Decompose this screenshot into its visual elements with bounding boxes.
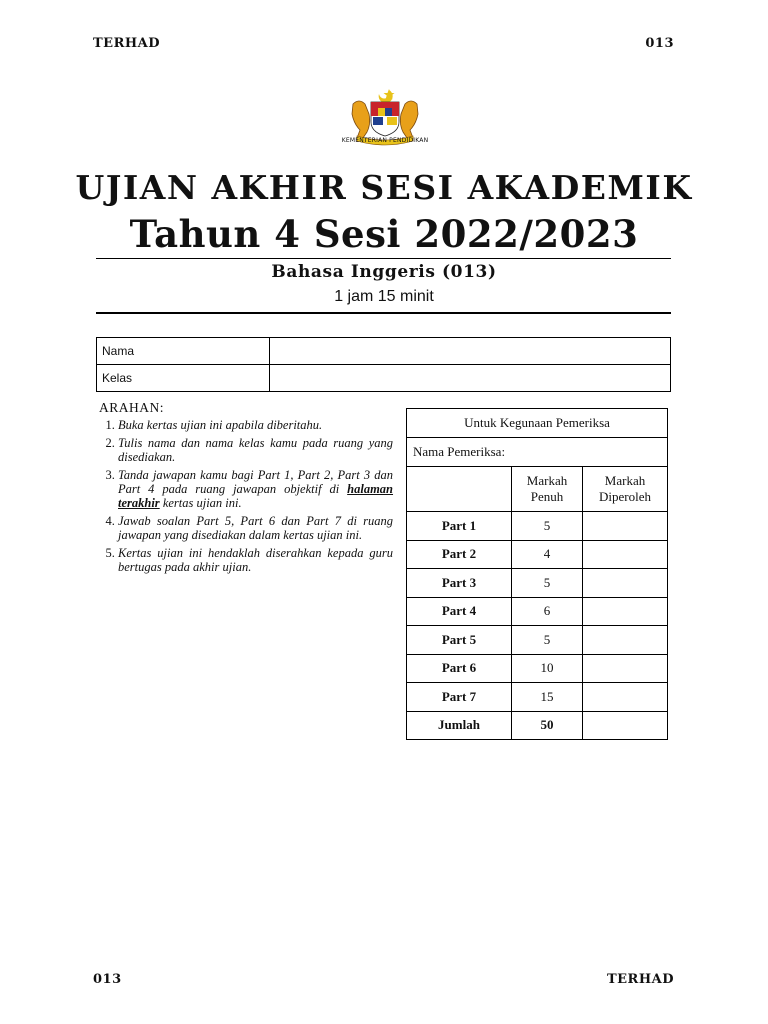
total-label: Jumlah	[407, 711, 512, 740]
part-label: Part 1	[407, 512, 512, 541]
table-row	[407, 626, 668, 655]
exam-session: Tahun 4 Sesi 2022/2023	[129, 212, 639, 256]
total-full-marks: 50	[512, 711, 583, 740]
header-right-code: 013	[645, 36, 674, 51]
footer-right-classification: TERHAD	[606, 972, 674, 987]
part-label: Part 3	[407, 569, 512, 598]
divider-top	[96, 258, 671, 259]
full-marks-value: 10	[512, 654, 583, 683]
exam-title: UJIAN AKHIR SESI AKADEMIK	[75, 168, 693, 207]
part-label: Part 2	[407, 540, 512, 569]
instruction-item	[118, 468, 393, 510]
instruction-item: 2. Tulis nama dan nama kelas kamu pada ruang yang disediakan.	[118, 436, 393, 464]
table-row	[407, 512, 668, 541]
full-marks-value: 5	[512, 626, 583, 655]
examiner-marks-table	[406, 408, 668, 740]
instruction-text-end: kertas ujian ini.	[162, 496, 242, 510]
instruction-emphasis: halaman terakhir	[118, 482, 394, 510]
class-label: Kelas	[97, 365, 270, 392]
part-label: Part 7	[407, 683, 512, 712]
name-field[interactable]	[270, 338, 671, 365]
exam-duration: 1 jam 15 minit	[334, 288, 434, 305]
marks-table-title: Untuk Kegunaan Pemeriksa	[407, 409, 668, 438]
name-row	[97, 338, 671, 365]
marks-title-row	[407, 409, 668, 438]
name-label: Nama	[97, 338, 270, 365]
marks-header-row	[407, 467, 668, 512]
class-field[interactable]	[270, 365, 671, 392]
examiner-name-label: Nama Pemeriksa:	[407, 438, 668, 467]
part-label: Part 6	[407, 654, 512, 683]
obtained-marks-header: Markah Diperoleh	[583, 467, 668, 512]
obtained-marks-cell[interactable]	[583, 654, 668, 683]
crest-caption: KEMENTERIAN PENDIDIKAN	[341, 137, 429, 144]
class-row	[97, 365, 671, 392]
instruction-text: Tanda jawapan kamu bagi Part 1, Part 2, Part 3 dan Part 4 pada ruang jawapan objektif di	[118, 468, 393, 496]
examiner-row	[407, 438, 668, 467]
footer-left-code: 013	[93, 972, 122, 987]
full-marks-value: 6	[512, 597, 583, 626]
full-marks-header: Markah Penuh	[512, 467, 583, 512]
obtained-marks-cell[interactable]	[583, 512, 668, 541]
obtained-marks-cell[interactable]	[583, 626, 668, 655]
obtained-marks-cell[interactable]	[583, 569, 668, 598]
obtained-marks-cell[interactable]	[583, 683, 668, 712]
student-info-table	[96, 337, 671, 392]
table-row	[407, 569, 668, 598]
blank-header-cell	[407, 467, 512, 512]
part-label: Part 5	[407, 626, 512, 655]
table-row	[407, 597, 668, 626]
instruction-item: 1. Buka kertas ujian ini apabila diberitahu.	[118, 418, 393, 432]
total-row	[407, 711, 668, 740]
full-marks-value: 5	[512, 569, 583, 598]
instruction-item: 4. Jawab soalan Part 5, Part 6 dan Part 7 di ruang jawapan yang disediakan dalam kertas ujian ini.	[118, 514, 393, 542]
instructions-list	[104, 418, 393, 578]
obtained-marks-cell[interactable]	[583, 597, 668, 626]
instruction-item: 5. Kertas ujian ini hendaklah diserahkan kepada guru bertugas pada akhir ujian.	[118, 546, 393, 574]
total-obtained-cell[interactable]	[583, 711, 668, 740]
table-row	[407, 654, 668, 683]
table-row	[407, 540, 668, 569]
table-row	[407, 683, 668, 712]
full-marks-value: 5	[512, 512, 583, 541]
full-marks-value: 15	[512, 683, 583, 712]
exam-subject: Bahasa Inggeris (013)	[271, 262, 497, 282]
obtained-marks-cell[interactable]	[583, 540, 668, 569]
header-left-classification: TERHAD	[93, 36, 161, 51]
part-label: Part 4	[407, 597, 512, 626]
instructions-title: ARAHAN:	[99, 400, 165, 415]
divider-bottom	[96, 312, 671, 314]
full-marks-value: 4	[512, 540, 583, 569]
